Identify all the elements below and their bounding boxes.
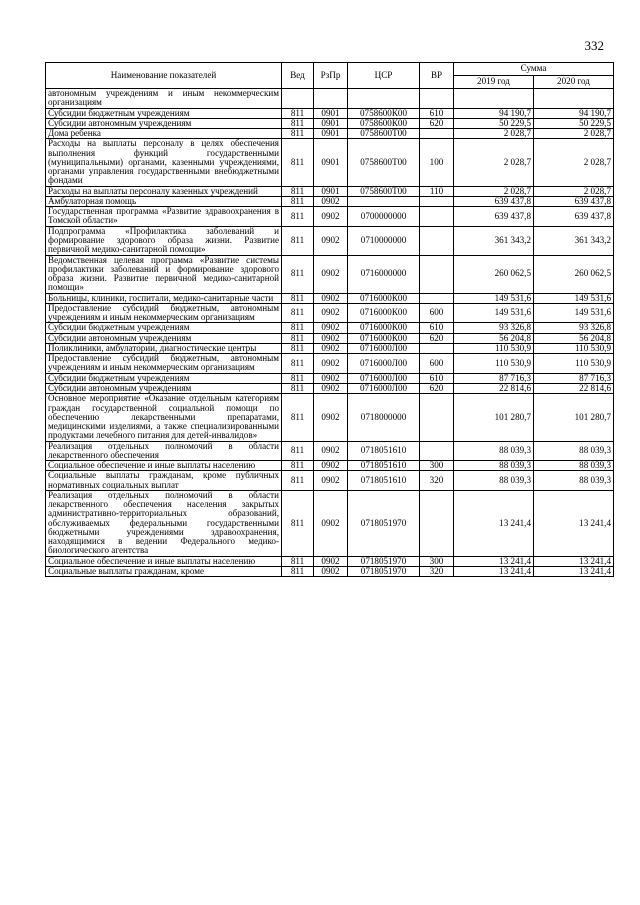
row-name: Реализация отдельных полномочий в области лекарственного обеспечения населения закрытых административно-территориальных образований, обслуживаемых федеральными государственными бюджетными учреждениями здравоохранения, находящимися в ведении Федерального медико-биологического агентства (46, 490, 282, 556)
row-csr: 0718051970 (348, 556, 420, 566)
row-rzpr: 0902 (314, 255, 348, 293)
table-row (46, 293, 614, 303)
row-sum-2020: 13 241,4 (534, 490, 614, 556)
row-csr: 0718051610 (348, 461, 420, 471)
row-csr: 0716000Л00 (348, 373, 420, 383)
row-vr: 110 (420, 186, 454, 196)
row-csr: 0710000000 (348, 226, 420, 255)
row-rzpr: 0901 (314, 186, 348, 196)
table-row (46, 333, 614, 343)
row-rzpr: 0902 (314, 323, 348, 333)
row-ved: 811 (282, 139, 314, 186)
row-vr: 610 (420, 108, 454, 118)
row-vr (420, 89, 454, 109)
row-vr (420, 207, 454, 227)
row-ved: 811 (282, 323, 314, 333)
row-name: Субсидии бюджетным учреждениям (46, 323, 282, 333)
row-name: Субсидии автономным учреждениям (46, 333, 282, 343)
row-sum-2019: 149 531,6 (454, 303, 534, 323)
table-body (46, 89, 614, 577)
table-row (46, 461, 614, 471)
row-rzpr: 0902 (314, 293, 348, 303)
row-sum-2019: 110 530,9 (454, 354, 534, 374)
budget-table (45, 62, 614, 577)
row-name: Социальное обеспечение и иные выплаты населению (46, 461, 282, 471)
row-sum-2019: 639 437,8 (454, 207, 534, 227)
row-rzpr: 0902 (314, 207, 348, 227)
row-name: Расходы на выплаты персоналу казенных учреждений (46, 186, 282, 196)
row-vr: 320 (420, 471, 454, 491)
table-row (46, 323, 614, 333)
row-csr: 0716000Л00 (348, 343, 420, 353)
header-rzpr: РзПр (314, 63, 348, 89)
header-year-2020: 2020 год (534, 76, 614, 89)
row-sum-2020: 110 530,9 (534, 343, 614, 353)
row-sum-2020: 94 190,7 (534, 108, 614, 118)
row-csr: 0716000К00 (348, 303, 420, 323)
table-row (46, 255, 614, 293)
row-sum-2019: 93 326,8 (454, 323, 534, 333)
row-rzpr: 0901 (314, 129, 348, 139)
table-row (46, 556, 614, 566)
table-row (46, 343, 614, 353)
table-row (46, 490, 614, 556)
row-vr: 320 (420, 567, 454, 577)
row-sum-2019: 87 716,3 (454, 373, 534, 383)
table-row (46, 207, 614, 227)
table-row (46, 118, 614, 128)
row-ved: 811 (282, 186, 314, 196)
row-sum-2020: 2 028,7 (534, 186, 614, 196)
row-sum-2019: 50 229,5 (454, 118, 534, 128)
row-sum-2019: 110 530,9 (454, 343, 534, 353)
row-sum-2019: 22 814,6 (454, 383, 534, 393)
row-ved: 811 (282, 441, 314, 461)
header-summa: Сумма (454, 63, 614, 76)
row-vr: 620 (420, 333, 454, 343)
row-sum-2019: 94 190,7 (454, 108, 534, 118)
row-ved: 811 (282, 293, 314, 303)
row-rzpr: 0902 (314, 383, 348, 393)
row-csr: 0716000К00 (348, 333, 420, 343)
row-csr: 0758600Т00 (348, 129, 420, 139)
row-ved: 811 (282, 226, 314, 255)
row-ved: 811 (282, 118, 314, 128)
row-vr: 300 (420, 461, 454, 471)
row-sum-2019: 13 241,4 (454, 490, 534, 556)
row-ved (282, 89, 314, 109)
row-rzpr: 0902 (314, 354, 348, 374)
row-rzpr: 0902 (314, 490, 348, 556)
row-name: Реализация отдельных полномочий в области лекарственного обеспечения (46, 441, 282, 461)
row-sum-2019: 88 039,3 (454, 441, 534, 461)
row-ved: 811 (282, 108, 314, 118)
row-name: Расходы на выплаты персоналу в целях обеспечения выполнения функций государственными (муниципальными) органами, казенными учреждениями, органами управления государственными внебюджетными фондами (46, 139, 282, 186)
row-vr (420, 343, 454, 353)
row-ved: 811 (282, 255, 314, 293)
row-name: Больницы, клиники, госпитали, медико-санитарные части (46, 293, 282, 303)
row-ved: 811 (282, 383, 314, 393)
row-sum-2019: 2 028,7 (454, 139, 534, 186)
row-name: Субсидии автономным учреждениям (46, 383, 282, 393)
row-sum-2020: 56 204,8 (534, 333, 614, 343)
row-rzpr: 0902 (314, 333, 348, 343)
row-vr (420, 196, 454, 206)
row-name: Подпрограмма «Профилактика заболеваний и формирование здорового образа жизни. Развитие первичной медико-санитарной помощи» (46, 226, 282, 255)
row-sum-2020: 50 229,5 (534, 118, 614, 128)
table-row (46, 354, 614, 374)
row-name: Поликлиники, амбулатории, диагностические центры (46, 343, 282, 353)
row-rzpr: 0902 (314, 394, 348, 441)
table-row (46, 567, 614, 577)
row-ved: 811 (282, 354, 314, 374)
header-csr: ЦСР (348, 63, 420, 89)
row-sum-2019: 149 531,6 (454, 293, 534, 303)
row-name: Субсидии бюджетным учреждениям (46, 373, 282, 383)
row-ved: 811 (282, 461, 314, 471)
row-ved: 811 (282, 490, 314, 556)
row-name: Основное мероприятие «Оказание отдельным категориям граждан государственной социальной помощи по обеспечению лекарственными препаратами, медицинскими изделиями, а также специализированными продуктами лечебного питания для детей-инвалидов» (46, 394, 282, 441)
row-csr: 0700000000 (348, 207, 420, 227)
row-vr (420, 441, 454, 461)
row-sum-2020: 2 028,7 (534, 139, 614, 186)
row-csr: 0718000000 (348, 394, 420, 441)
row-vr: 620 (420, 118, 454, 128)
row-sum-2020: 149 531,6 (534, 303, 614, 323)
row-vr: 600 (420, 354, 454, 374)
row-csr: 0718051970 (348, 490, 420, 556)
header-name: Наименование показателей (46, 63, 282, 89)
row-name: Социальные выплаты гражданам, кроме (46, 567, 282, 577)
row-vr: 610 (420, 323, 454, 333)
row-sum-2019 (454, 89, 534, 109)
row-name: Социальное обеспечение и иные выплаты населению (46, 556, 282, 566)
row-sum-2019: 88 039,3 (454, 461, 534, 471)
table-row (46, 471, 614, 491)
row-sum-2020: 93 326,8 (534, 323, 614, 333)
row-vr: 600 (420, 303, 454, 323)
row-csr: 0758600Т00 (348, 139, 420, 186)
row-rzpr: 0902 (314, 196, 348, 206)
row-rzpr: 0902 (314, 303, 348, 323)
header-ved: Вед (282, 63, 314, 89)
row-ved: 811 (282, 394, 314, 441)
row-sum-2019: 361 343,2 (454, 226, 534, 255)
row-sum-2020: 2 028,7 (534, 129, 614, 139)
row-ved: 811 (282, 567, 314, 577)
row-ved: 811 (282, 556, 314, 566)
row-rzpr (314, 89, 348, 109)
row-vr: 100 (420, 139, 454, 186)
row-sum-2019: 2 028,7 (454, 129, 534, 139)
header-year-2019: 2019 год (454, 76, 534, 89)
row-name: Дома ребенка (46, 129, 282, 139)
row-vr (420, 129, 454, 139)
row-rzpr: 0902 (314, 441, 348, 461)
row-sum-2019: 2 028,7 (454, 186, 534, 196)
table-row (46, 394, 614, 441)
row-ved: 811 (282, 207, 314, 227)
row-rzpr: 0902 (314, 226, 348, 255)
row-sum-2019: 639 437,8 (454, 196, 534, 206)
row-name: Социальные выплаты гражданам, кроме публичных нормативных социальных выплат (46, 471, 282, 491)
row-sum-2020: 13 241,4 (534, 556, 614, 566)
row-name: Субсидии бюджетным учреждениям (46, 108, 282, 118)
table-row (46, 108, 614, 118)
table-row (46, 441, 614, 461)
row-sum-2019: 101 280,7 (454, 394, 534, 441)
row-sum-2020: 88 039,3 (534, 461, 614, 471)
row-rzpr: 0902 (314, 373, 348, 383)
row-rzpr: 0902 (314, 343, 348, 353)
row-csr: 0718051970 (348, 567, 420, 577)
row-rzpr: 0902 (314, 556, 348, 566)
row-name: Предоставление субсидий бюджетным, автономным учреждениям и иным некоммерческим организациям (46, 354, 282, 374)
row-vr (420, 293, 454, 303)
row-sum-2020 (534, 89, 614, 109)
row-rzpr: 0901 (314, 118, 348, 128)
table-row (46, 383, 614, 393)
table-row (46, 226, 614, 255)
row-sum-2020: 88 039,3 (534, 441, 614, 461)
row-vr: 620 (420, 383, 454, 393)
row-csr: 0716000000 (348, 255, 420, 293)
row-name: Ведомственная целевая программа «Развитие системы профилактики заболеваний и формирование здорового образа жизни. Развитие первичной медико-санитарной помощи» (46, 255, 282, 293)
row-csr: 0758600К00 (348, 108, 420, 118)
row-sum-2020: 22 814,6 (534, 383, 614, 393)
row-sum-2020: 88 039,3 (534, 471, 614, 491)
row-ved: 811 (282, 196, 314, 206)
row-sum-2020: 260 062,5 (534, 255, 614, 293)
row-csr: 0758600Т00 (348, 186, 420, 196)
table-row (46, 129, 614, 139)
row-sum-2020: 361 343,2 (534, 226, 614, 255)
row-sum-2020: 639 437,8 (534, 207, 614, 227)
row-sum-2020: 101 280,7 (534, 394, 614, 441)
row-sum-2019: 260 062,5 (454, 255, 534, 293)
row-csr: 0718051610 (348, 441, 420, 461)
row-vr (420, 255, 454, 293)
row-vr: 610 (420, 373, 454, 383)
row-ved: 811 (282, 373, 314, 383)
header-vr: ВР (420, 63, 454, 89)
row-rzpr: 0902 (314, 567, 348, 577)
table-row (46, 373, 614, 383)
row-vr (420, 490, 454, 556)
row-rzpr: 0901 (314, 108, 348, 118)
table-row (46, 139, 614, 186)
row-sum-2020: 13 241,4 (534, 567, 614, 577)
row-csr (348, 196, 420, 206)
row-csr: 0716000К00 (348, 293, 420, 303)
row-csr: 0716000Л00 (348, 383, 420, 393)
row-csr: 0758600К00 (348, 118, 420, 128)
row-vr: 300 (420, 556, 454, 566)
row-ved: 811 (282, 343, 314, 353)
row-sum-2020: 639 437,8 (534, 196, 614, 206)
row-sum-2019: 88 039,3 (454, 471, 534, 491)
row-ved: 811 (282, 471, 314, 491)
row-ved: 811 (282, 129, 314, 139)
row-vr (420, 226, 454, 255)
row-name: Субсидии автономным учреждениям (46, 118, 282, 128)
row-sum-2020: 87 716,3 (534, 373, 614, 383)
row-sum-2020: 149 531,6 (534, 293, 614, 303)
row-ved: 811 (282, 303, 314, 323)
table-row (46, 186, 614, 196)
row-rzpr: 0902 (314, 471, 348, 491)
row-sum-2020: 110 530,9 (534, 354, 614, 374)
row-ved: 811 (282, 333, 314, 343)
row-csr (348, 89, 420, 109)
row-sum-2019: 13 241,4 (454, 567, 534, 577)
row-csr: 0718051610 (348, 471, 420, 491)
row-sum-2019: 56 204,8 (454, 333, 534, 343)
row-name: Предоставление субсидий бюджетным, автономным учреждениям и иным некоммерческим организациям (46, 303, 282, 323)
row-rzpr: 0901 (314, 139, 348, 186)
row-csr: 0716000Л00 (348, 354, 420, 374)
row-vr (420, 394, 454, 441)
row-name: автономным учреждениям и иным некоммерческим организациям (46, 89, 282, 109)
row-rzpr: 0902 (314, 461, 348, 471)
row-name: Амбулаторная помощь (46, 196, 282, 206)
table-row (46, 303, 614, 323)
table-row (46, 89, 614, 109)
row-csr: 0716000К00 (348, 323, 420, 333)
page-number: 332 (584, 38, 604, 53)
row-sum-2019: 13 241,4 (454, 556, 534, 566)
row-name: Государственная программа «Развитие здравоохранения в Томской области» (46, 207, 282, 227)
table-row (46, 196, 614, 206)
